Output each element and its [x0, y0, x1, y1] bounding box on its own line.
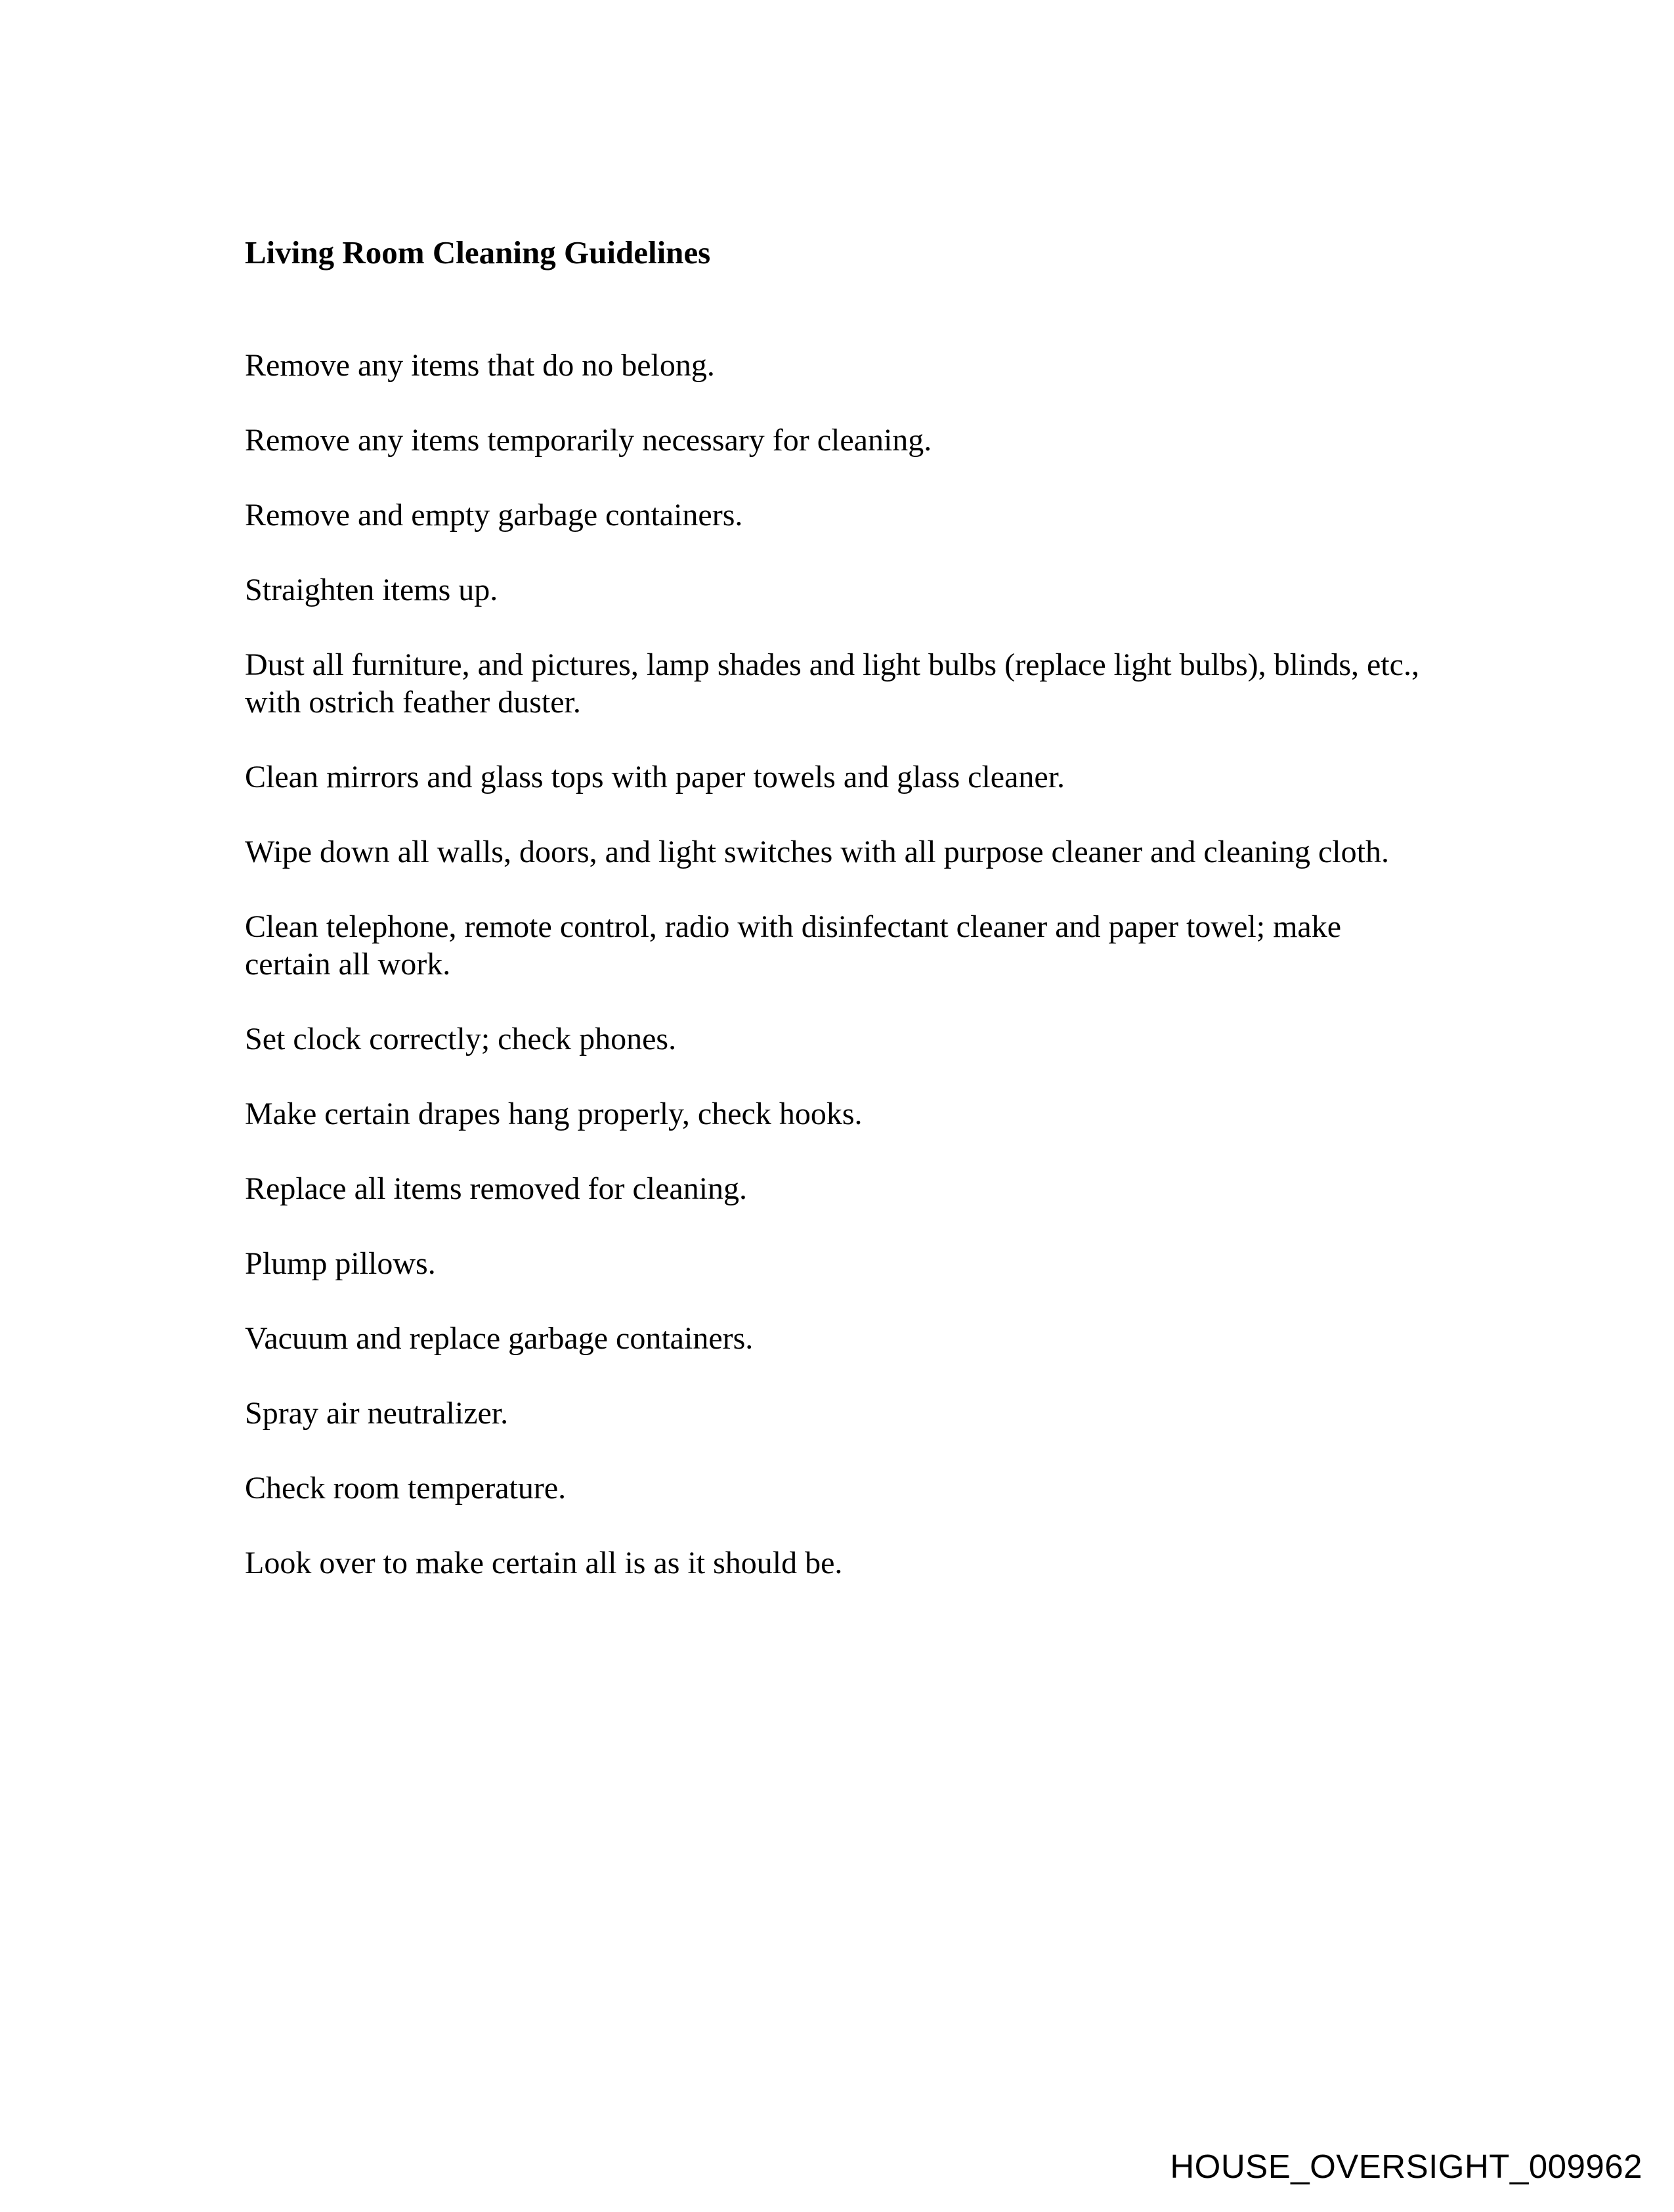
guideline-item: Straighten items up.	[245, 573, 498, 607]
document-title: Living Room Cleaning Guidelines	[245, 234, 711, 271]
guideline-item: Remove and empty garbage containers.	[245, 498, 743, 532]
guideline-item: Wipe down all walls, doors, and light switches with all purpose cleaner and cleaning cloth.	[245, 835, 1389, 869]
guideline-item: Clean mirrors and glass tops with paper towels and glass cleaner.	[245, 760, 1065, 794]
guidelines-list	[245, 347, 1427, 1619]
guideline-item: Replace all items removed for cleaning.	[245, 1171, 748, 1206]
guideline-item: Remove any items temporarily necessary for cleaning.	[245, 423, 932, 458]
guideline-item: Clean telephone, remote control, radio with disinfectant cleaner and paper towel; make certain all work.	[245, 909, 1342, 982]
bates-number: HOUSE_OVERSIGHT_009962	[1170, 2148, 1642, 2185]
guideline-item: Remove any items that do no belong.	[245, 348, 715, 383]
guideline-item: Set clock correctly; check phones.	[245, 1022, 677, 1056]
guideline-item: Plump pillows.	[245, 1246, 436, 1281]
guideline-item: Look over to make certain all is as it should be.	[245, 1546, 843, 1580]
guideline-item: Check room temperature.	[245, 1471, 567, 1506]
guideline-item: Dust all furniture, and pictures, lamp shades and light bulbs (replace light bulbs), blinds, etc., with ostrich feather duster.	[245, 647, 1419, 720]
guideline-item: Spray air neutralizer.	[245, 1396, 509, 1431]
guideline-item: Vacuum and replace garbage containers.	[245, 1321, 754, 1356]
guideline-item: Make certain drapes hang properly, check hooks.	[245, 1096, 863, 1131]
